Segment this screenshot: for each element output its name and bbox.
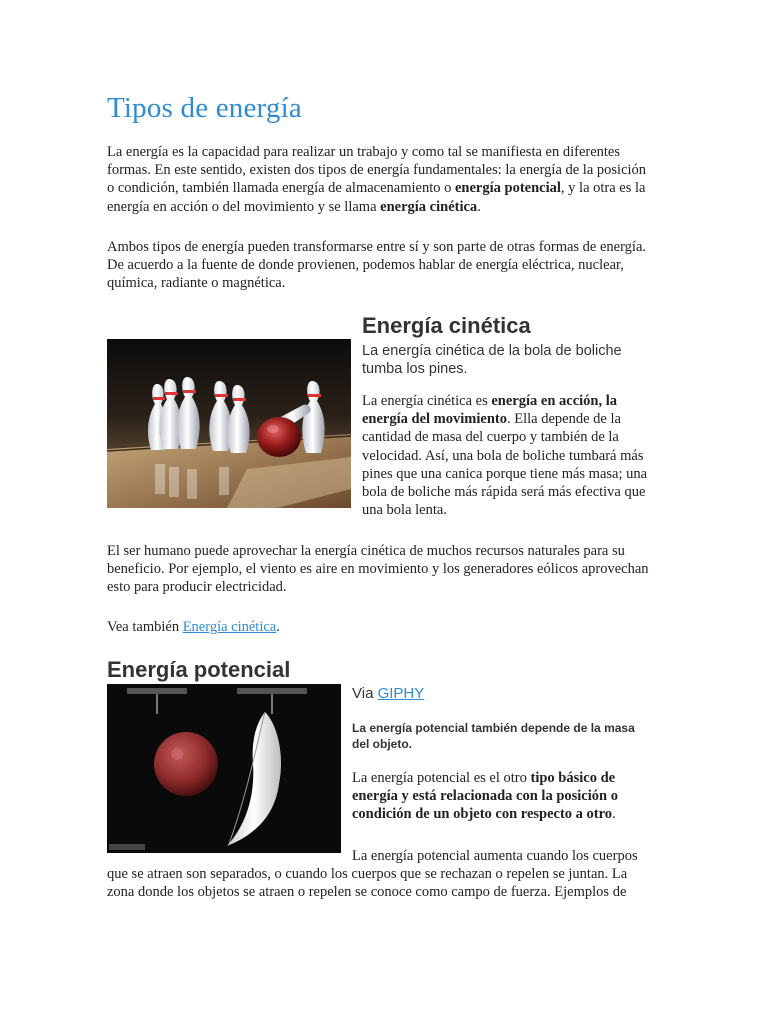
potential-body-text-2: . xyxy=(612,806,616,823)
intro-bold-potential: energía potencial xyxy=(455,180,561,197)
kinetic-heading: Energía cinética xyxy=(362,313,531,338)
bowling-illustration xyxy=(107,339,351,508)
potential-heading: Energía potencial xyxy=(107,657,291,682)
intro-text-2: , y la otra es la energía en acción o del movimiento y se llama xyxy=(107,180,646,215)
see-also-prefix: Vea también xyxy=(107,619,183,635)
potential-wrap-first-line: La energía potencial aumenta cuando los cuerpos xyxy=(352,848,638,864)
potential-body-bold: tipo básico de energía y está relacionada con la posición o condición de un objeto con respecto a otro xyxy=(352,770,618,823)
potential-wrap-rest: que se atraen son separados, o cuando los cuerpos que se rechazan o repelen se juntan. La zona donde los objetos se atraen o repelen se conoce como campo de fuerza. Ejemplos de xyxy=(107,866,628,901)
potential-bold-note: La energía potencial también depende de la masa del objeto. xyxy=(352,721,635,751)
kinetic-body-text-1: La energía cinética es xyxy=(362,393,492,409)
kinetic-resources-paragraph: El ser humano puede aprovechar la energía cinética de muchos recursos naturales para su beneficio. Por ejemplo, el viento es aire en movimiento y los generadores eólicos aprovechan esto para producir electricidad. xyxy=(107,543,649,596)
kinetic-caption: La energía cinética de la bola de boliche tumba los pines. xyxy=(362,343,622,377)
kinetic-body-bold: energía en acción, la energía del movimiento xyxy=(362,393,618,428)
intro-bold-kinetic: energía cinética xyxy=(380,198,478,215)
intro-text-3: . xyxy=(477,198,481,215)
transform-paragraph: Ambos tipos de energía pueden transformarse entre sí y son parte de otras formas de energía. De acuerdo a la fuente de donde provienen, podemos hablar de energía eléctrica, nuclear, química, radiante o magnética. xyxy=(107,239,647,292)
via-line xyxy=(352,685,652,703)
giphy-link[interactable]: GIPHY xyxy=(377,685,425,702)
ball-feather-illustration xyxy=(107,684,341,853)
intro-paragraph xyxy=(107,143,655,216)
potential-body xyxy=(352,769,652,824)
page-title: Tipos de energía xyxy=(107,92,302,124)
kinetic-body-text-2: . Ella depende de la cantidad de masa del cuerpo y también de la velocidad. Así, una bola de boliche tumbará más pines que una canica porque tiene más masa; una bola de boliche más rápida será más efectiva que una bola lenta. xyxy=(362,411,648,519)
potential-body-text-1: La energía potencial es el otro xyxy=(352,770,531,786)
intro-text-1: La energía es la capacidad para realizar un trabajo y como tal se manifiesta en diferentes formas. En este sentido, existen dos tipos de energía fundamentales: la energía de la posición o condición, también llamada energía de almacenamiento o xyxy=(107,144,647,197)
bowling-image xyxy=(107,339,351,508)
see-also-link-energia-cinetica[interactable]: Energía cinética xyxy=(182,619,277,635)
via-prefix: Via xyxy=(352,685,378,702)
kinetic-body xyxy=(362,392,662,519)
see-also-line xyxy=(107,618,655,636)
ball-feather-image xyxy=(107,684,341,853)
see-also-suffix: . xyxy=(276,619,280,635)
